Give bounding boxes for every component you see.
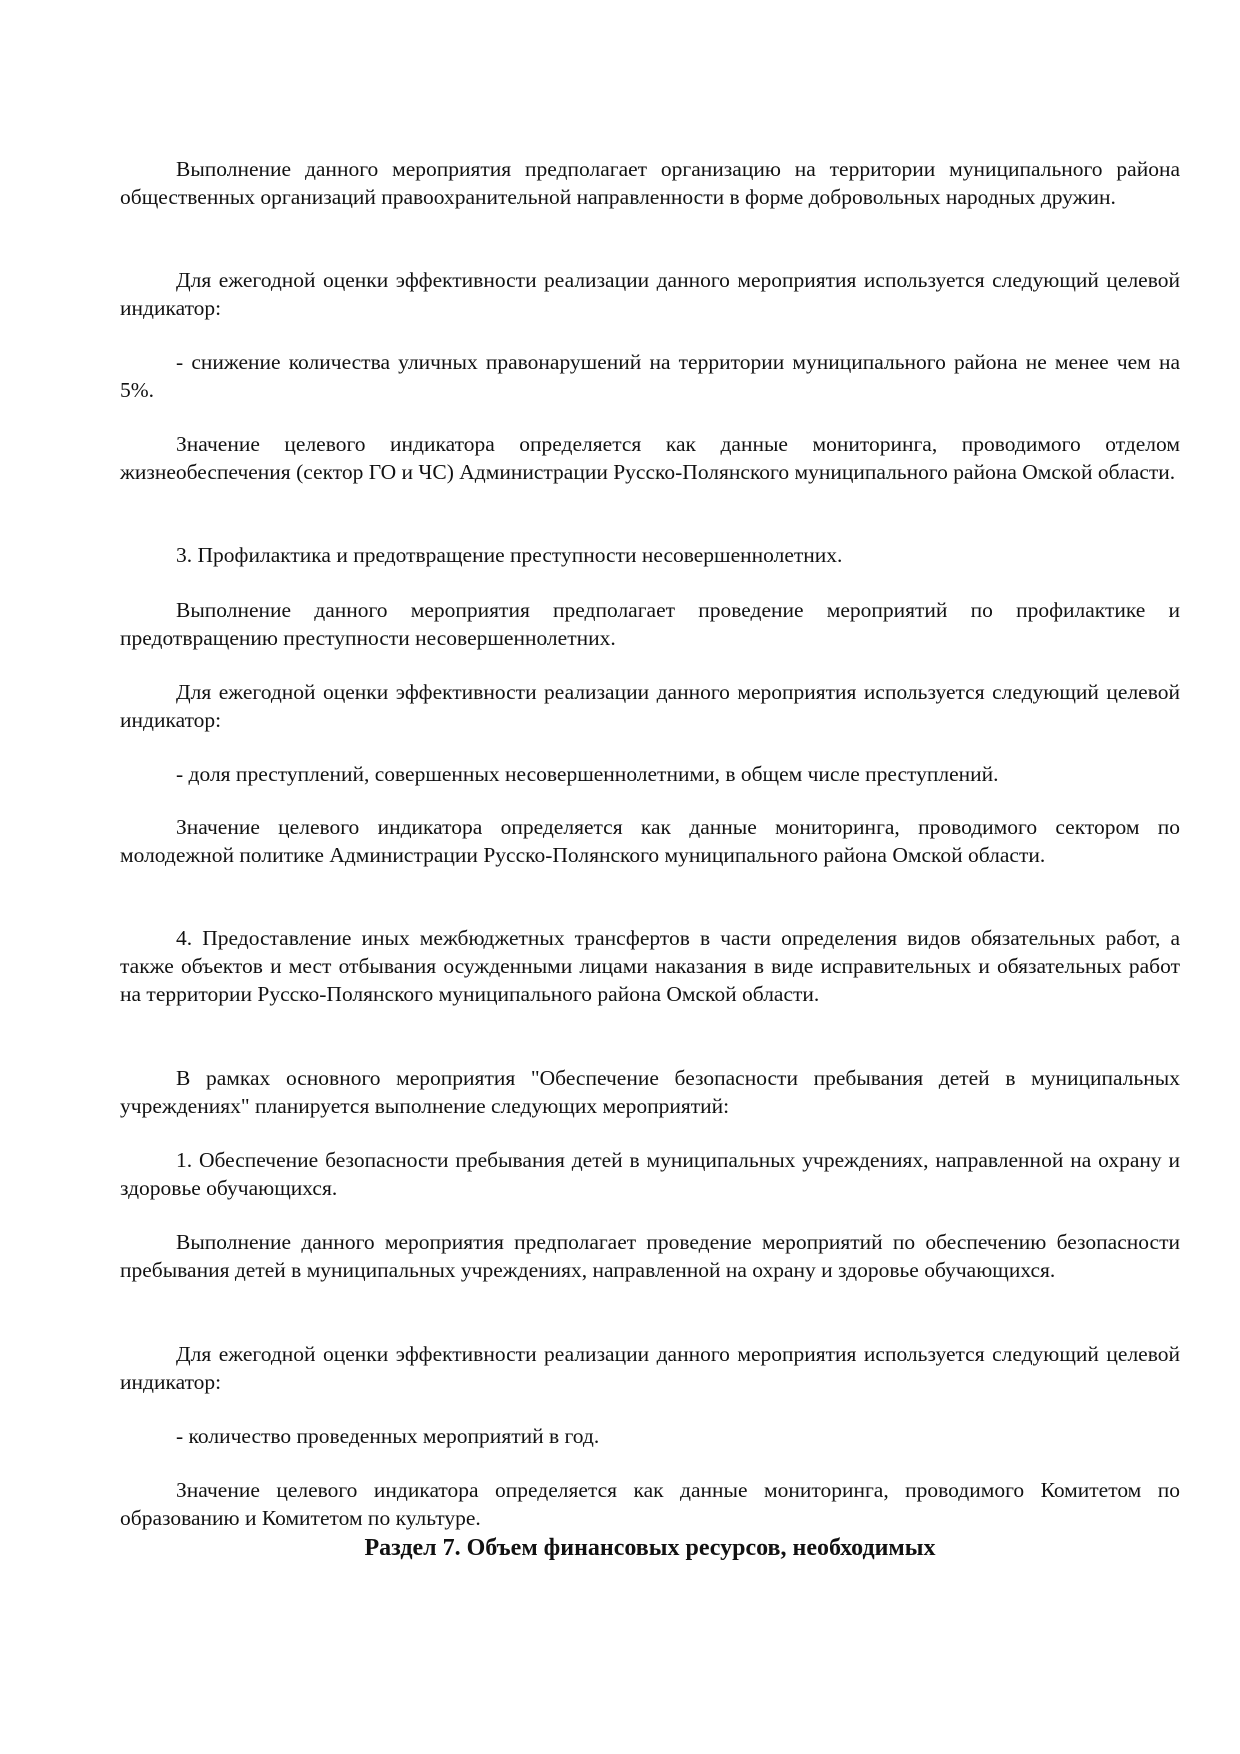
paragraph: Для ежегодной оценки эффективности реализации данного мероприятия используется следующий целевой индикатор: xyxy=(120,1342,1180,1394)
paragraph: - количество проведенных мероприятий в год. xyxy=(176,1424,600,1448)
paragraph: Выполнение данного мероприятия предполагает организацию на территории муниципального района общественных организаций правоохранительной направленности в форме добровольных народных дружин. xyxy=(120,157,1180,209)
paragraph: Значение целевого индикатора определяется как данные мониторинга, проводимого отделом жизнеобеспечения (сектор ГО и ЧС) Администрации Русско-Полянского муниципального района Омской области. xyxy=(120,432,1180,484)
paragraph: В рамках основного мероприятия "Обеспечение безопасности пребывания детей в муниципальных учреждениях" планируется выполнение следующих мероприятий: xyxy=(120,1066,1180,1118)
paragraph: Выполнение данного мероприятия предполагает проведение мероприятий по обеспечению безопасности пребывания детей в муниципальных учреждениях, направленной на охрану и здоровье обучающихся. xyxy=(120,1230,1180,1282)
section-heading: Раздел 7. Объем финансовых ресурсов, необходимых xyxy=(364,1535,936,1561)
paragraph: Для ежегодной оценки эффективности реализации данного мероприятия используется следующий целевой индикатор: xyxy=(120,268,1180,320)
paragraph: Для ежегодной оценки эффективности реализации данного мероприятия используется следующий целевой индикатор: xyxy=(120,680,1180,732)
paragraph: Значение целевого индикатора определяется как данные мониторинга, проводимого Комитетом по образованию и Комитетом по культуре. xyxy=(120,1478,1180,1530)
paragraph: - снижение количества уличных правонарушений на территории муниципального района не менее чем на 5%. xyxy=(120,350,1180,402)
paragraph: Выполнение данного мероприятия предполагает проведение мероприятий по профилактике и предотвращению преступности несовершеннолетних. xyxy=(120,598,1180,650)
paragraph: - доля преступлений, совершенных несовершеннолетними, в общем числе преступлений. xyxy=(176,762,999,786)
paragraph: 3. Профилактика и предотвращение преступности несовершеннолетних. xyxy=(176,543,843,567)
paragraph: Значение целевого индикатора определяется как данные мониторинга, проводимого сектором по молодежной политике Администрации Русско-Полянского муниципального района Омской области. xyxy=(120,815,1180,867)
paragraph: 4. Предоставление иных межбюджетных трансфертов в части определения видов обязательных работ, а также объектов и мест отбывания осужденными лицами наказания в виде исправительных и обязательных работ на территории Русско-Полянского муниципального района Омской области. xyxy=(120,926,1180,1006)
paragraph: 1. Обеспечение безопасности пребывания детей в муниципальных учреждениях, направленной на охрану и здоровье обучающихся. xyxy=(120,1148,1180,1200)
